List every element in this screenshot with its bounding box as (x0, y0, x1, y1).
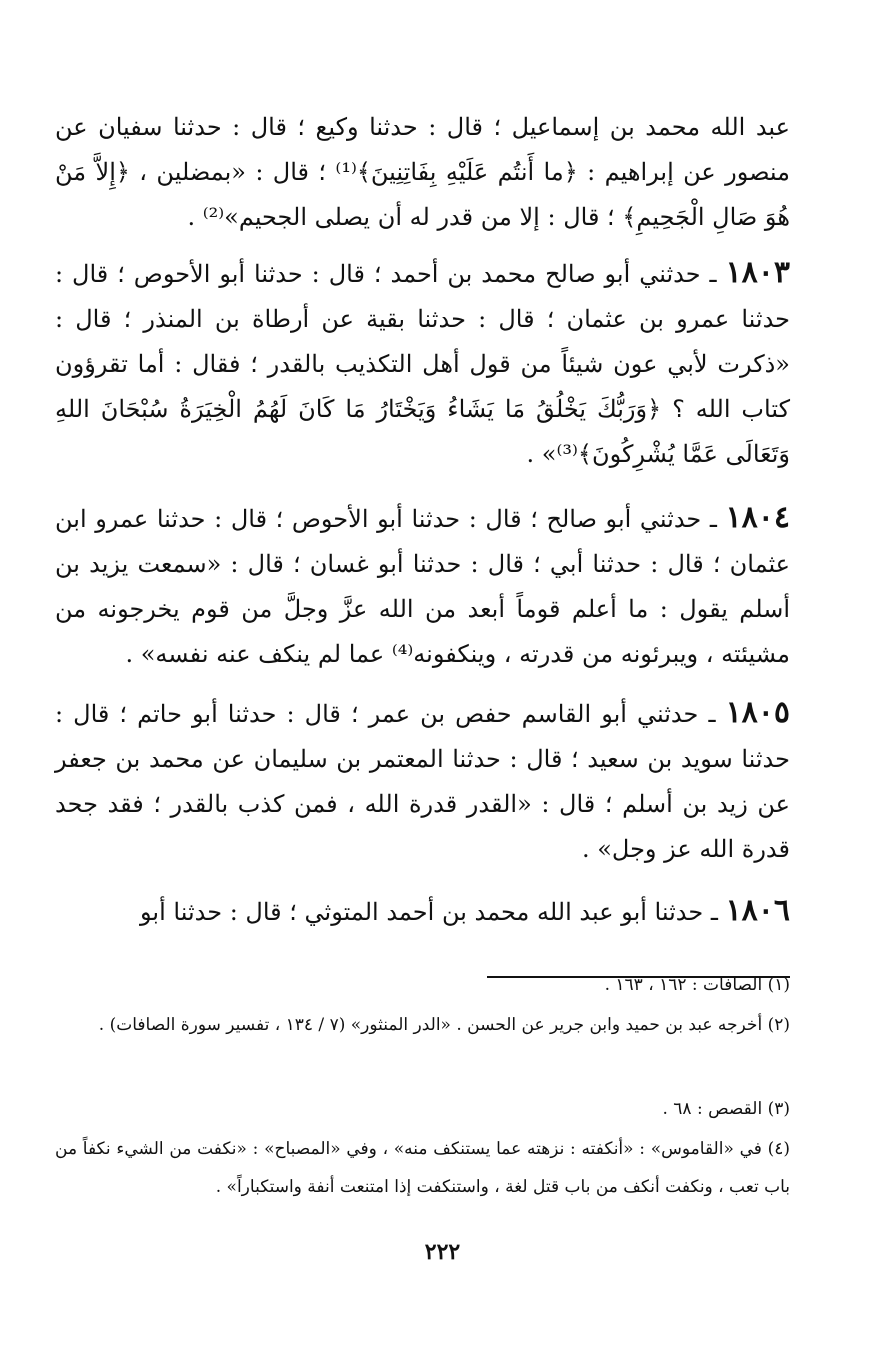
hadith-entry-1806 (55, 888, 790, 935)
entry-text: حدثني أبو صالح ؛ قال : حدثنا أبو الأحوص ؛ قال : حدثنا عمرو ابن عثمان ؛ قال : حدثنا أبي ؛ قال : حدثنا أبو غسان ؛ قال : «سمعت يزيد بن أسلم يقول : ما أعلم قوماً أبعد من الله عزَّ وجلَّ من قوم يخرجونه من مشيئته ، ويبرئونه من قدرته ، وينكفونه⁽⁴⁾ عما لم ينكف عنه نفسه» . (55, 505, 790, 668)
entry-number: ١٨٠٣ (725, 255, 790, 290)
entry-number: ١٨٠٦ (725, 893, 790, 928)
footnote-3: (٣) القصص : ٦٨ . (662, 1099, 790, 1119)
entry-dash: ـ (698, 700, 716, 728)
footnote-1: (١) الصافات : ١٦٢ ، ١٦٣ . (604, 975, 790, 995)
entry-dash: ـ (701, 505, 717, 533)
page-number: ٢٢٢ (424, 1239, 461, 1265)
entry-text: حدثني أبو صالح محمد بن أحمد ؛ قال : حدثنا أبو الأحوص ؛ قال : حدثنا عمرو بن عثمان ؛ قال : حدثنا بقية عن أرطاة بن المنذر ؛ قال : «ذكرت لأبي عون شيئاً من قول أهل التكذيب بالقدر ؛ فقال : أما تقرؤون كتاب الله ؟ ﴿وَرَبُّكَ يَخْلُقُ مَا يَشَاءُ وَيَخْتَارُ مَا كَانَ لَهُمُ الْخِيَرَةُ سُبْحَانَ اللهِ وَتَعَالَى عَمَّا يُشْرِكُونَ﴾⁽³⁾» . (55, 260, 790, 468)
continuation-text: عبد الله محمد بن إسماعيل ؛ قال : حدثنا وكيع ؛ قال : حدثنا سفيان عن منصور عن إبراهيم : ﴿ما أَنتُم عَلَيْهِ بِفَاتِنِينَ﴾⁽¹⁾ ؛ قال : «بمضلين ، ﴿إِلاَّ مَنْ هُوَ صَالِ الْجَحِيمِ﴾ ؛ قال : إلا من قدر له أن يصلى الجحيم»⁽²⁾ . (55, 113, 791, 231)
hadith-entry-1805 (55, 690, 790, 872)
footnote-4: (٤) في «القاموس» : «أنكفته : نزهته عما يستنكف منه» ، وفي «المصباح» : «نكفت من الشيء نكفاً من باب تعب ، ونكفت أنكف من باب قتل لغة ، واستنكفت إذا امتنعت أنفة واستكباراً» . (55, 1139, 790, 1197)
entry-number: ١٨٠٤ (725, 500, 790, 535)
entry-number: ١٨٠٥ (725, 695, 791, 730)
entry-text: حدثنا أبو عبد الله محمد بن أحمد المتوثي ؛ قال : حدثنا أبو (140, 898, 704, 926)
entry-dash: ـ (700, 260, 717, 288)
entry-dash: ـ (703, 898, 718, 926)
hadith-entry-1804 (55, 495, 790, 677)
footnote-2: (٢) أخرجه عبد بن حميد وابن جرير عن الحسن . «الدر المنثور» (٧ / ١٣٤ ، تفسير سورة الصافات) . (98, 1015, 790, 1035)
hadith-entry-1803 (55, 250, 790, 477)
continuation-paragraph (55, 105, 790, 240)
entry-text: حدثني أبو القاسم حفص بن عمر ؛ قال : حدثنا أبو حاتم ؛ قال : حدثنا سويد بن سعيد ؛ قال : حدثنا المعتمر بن سليمان عن محمد بن جعفر عن زيد بن أسلم ؛ قال : «القدر قدرة الله ، فمن كذب بالقدر ؛ فقد جحد قدرة الله عز وجل» . (55, 700, 790, 863)
